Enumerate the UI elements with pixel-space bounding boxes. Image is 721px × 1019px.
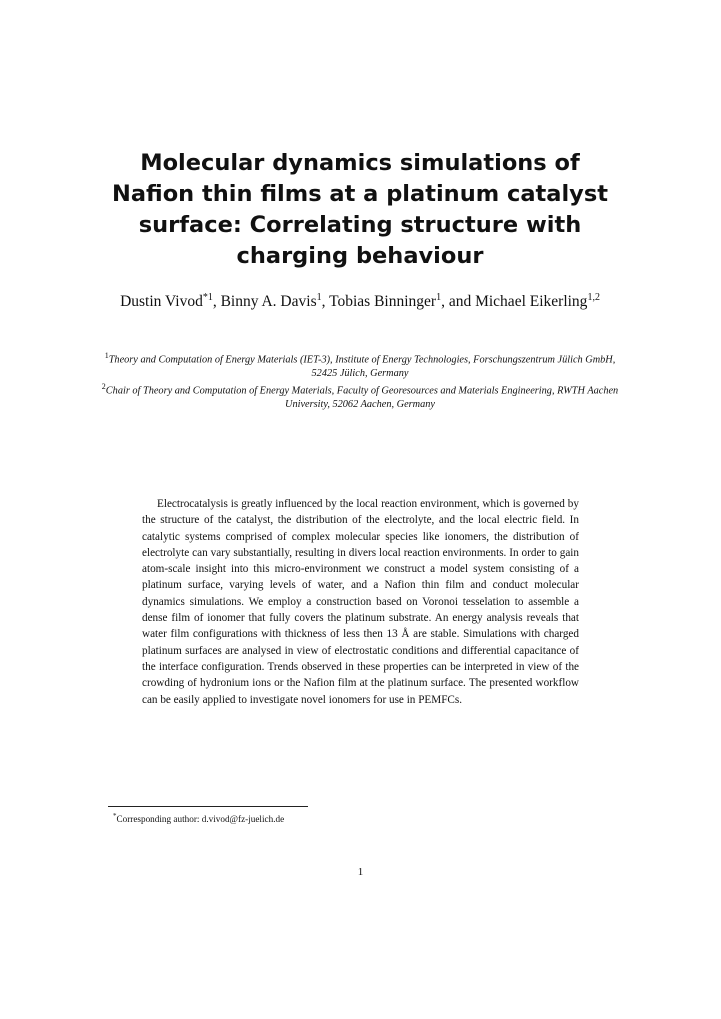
author-separator: , and (441, 293, 476, 311)
author-affiliation-mark: 1,2 (587, 292, 600, 303)
affiliation-text: Theory and Computation of Energy Materials (IET-3), Institute of Energy Technologies, Forschungszentrum Jülich GmbH, 52425 Jülich, Germany (108, 354, 616, 379)
affiliation-item (95, 349, 625, 380)
author-affiliation-mark: 1 (436, 292, 442, 303)
affiliation-mark: 2 (101, 382, 106, 392)
author-name: Tobias Binninger (329, 293, 437, 311)
footnote-divider (108, 806, 308, 807)
footnote-mark: * (113, 812, 117, 820)
affiliations (95, 349, 625, 412)
author-separator: , (321, 293, 330, 311)
author-affiliation-mark: 1 (316, 292, 322, 303)
author-name: Dustin Vivod (120, 293, 203, 311)
abstract-text: Electrocatalysis is greatly influenced by the local reaction environment, which is governed by the structure of the catalyst, the distribution of the electrolyte, and the local electric field. In catalytic systems comprised of complex molecular species like ionomers, the distribution of electrolyte can vary substantially, resulting in divers local reaction environments. In order to gain atom-scale insight into this micro-environment we construct a model system consisting of a platinum surface, varying levels of water, and a Nafion thin film and conduct molecular dynamics simulations. We employ a construction based on Voronoi tesselation to assemble a dense film of ionomer that fully covers the platinum substrate. An energy analysis reveals that water film configurations with thickness of less then 13 Å are stable. Simulations with charged platinum surfaces are analysed in view of electrostatic conditions and differential capacitance of the interface configuration. Trends observed in these properties can be interpreted in view of the crowding of hydronium ions or the Nafion film at the platinum surface. The presented workflow can be easily applied to investigate novel ionomers for use in PEMFCs. (142, 498, 579, 706)
author-list (100, 287, 620, 313)
affiliation-mark: 1 (104, 351, 109, 360)
author-affiliation-mark: *1 (202, 292, 213, 303)
page-number: 1 (357, 866, 364, 878)
author-separator: , (212, 293, 221, 311)
affiliation-text: Chair of Theory and Computation of Energy Materials, Faculty of Georesources and Materials Engineering, RWTH Aachen University, 52062 Aachen, Germany (105, 385, 619, 411)
corresponding-author-footnote (113, 810, 284, 825)
affiliation-item (95, 380, 625, 411)
author-name: Binny A. Davis (220, 293, 317, 311)
author-name: Michael Eikerling (475, 293, 588, 311)
footnote-text: Corresponding author: d.vivod@fz-juelich.de (116, 814, 285, 825)
paper-title: Molecular dynamics simulations of Nafion thin films at a platinum catalyst surface: Correlating structure with charging behaviour (112, 150, 608, 269)
